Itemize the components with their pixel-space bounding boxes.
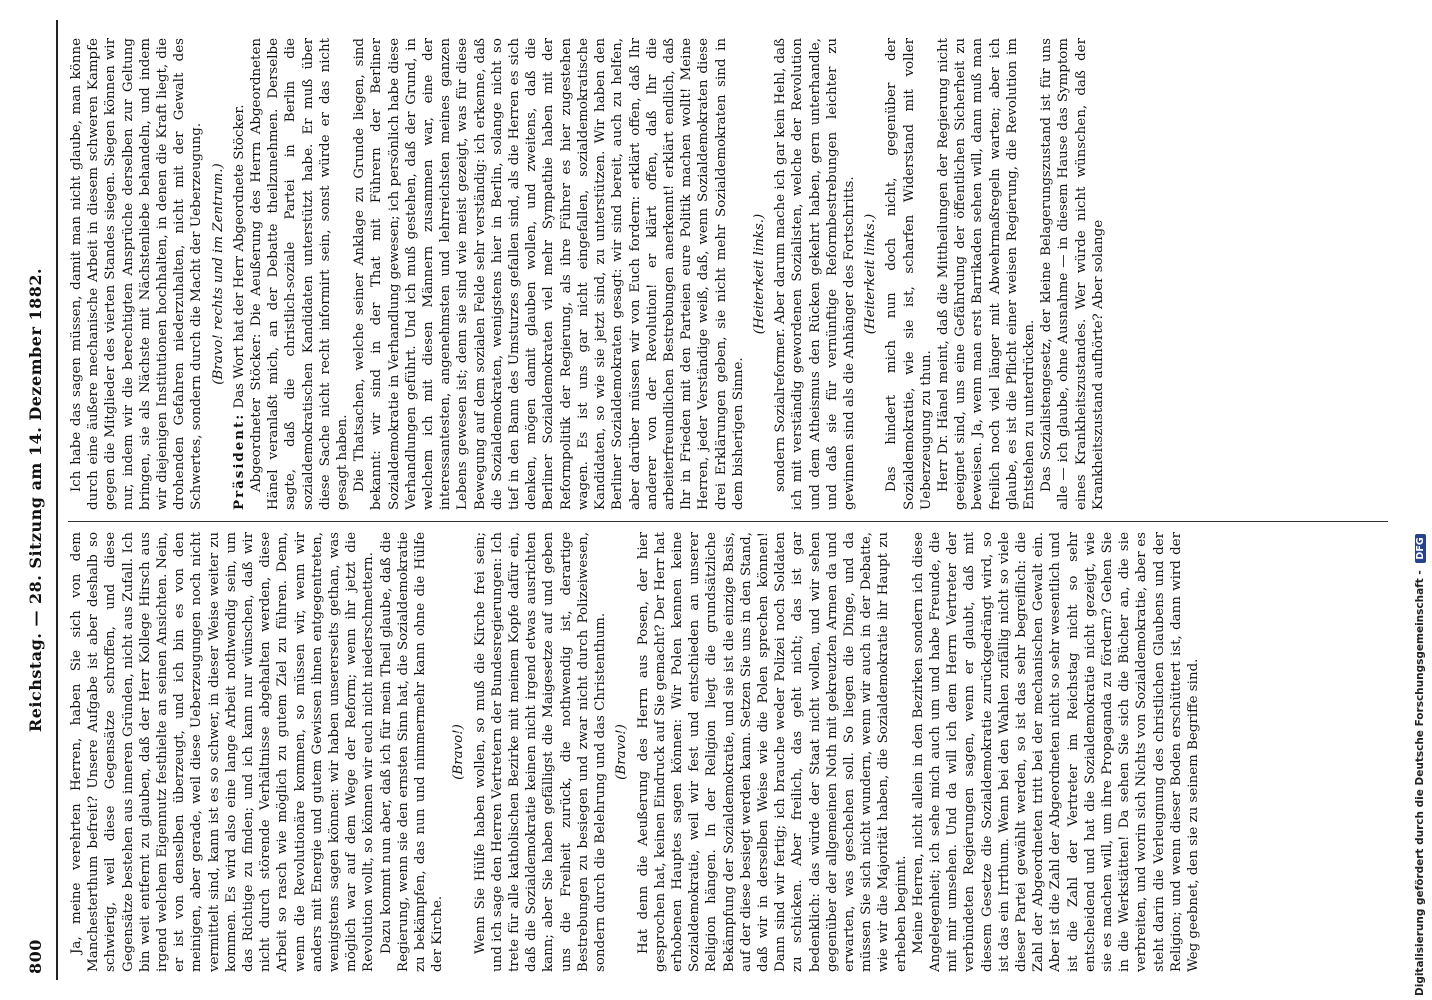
paragraph: sondern Sozialreformer. Aber darum mache ich gar kein Hehl, daß ich mit verständig gewordenen Sozialisten, welche der Revolution und dem Atheismus den Rücken gekehrt haben, gern unterhandle, und daß sie für vernünftige Reformbestrebungen leichter zu gewinnen sind als die Anhänger des Fortschritts. (773, 38, 857, 510)
stage-direction: (Heiterkeit links.) (863, 213, 879, 335)
page-number: 800 (26, 939, 45, 974)
stage-direction: (Bravo!) (451, 724, 467, 780)
rotated-scanned-page (18, 20, 1398, 980)
paragraph: Hat denn die Aeußerung des Herrn aus Posen, der hier gesprochen hat, keinen Eindruck auf Sie gemacht? Der Herr hat erhobenen Hauptes sagen können: Wir Polen kennen keine Sozialdemokratie, weil wir fest und entschieden an unserer Religion hängen. In der Religion liegt die grundsätzliche Bekämpfung der Sozialdemokratie, und sie ist die einzige Basis, auf der diese besiegt werden kann. Setzen Sie uns in den Stand, daß wir in derselben Weise wie die Polen sprechen können! Dann sind wir fertig; ich brauche weder Polizei noch Soldaten zu schicken. Aber freilich, das geht nicht; das ist gar bedenklich: das würde der Staat nicht wollen, und wir sehen gegenüber der allgemeinen Noth mit gekreuzten Armen da und erwarten, was geschehen soll. So liegen die Dinge, und da müssen Sie sich nicht wundern, wenn wir auch in der Debatte, wie wir die Majorität haben, die Sozialdemokratie ihr Haupt zu erheben beginnt. (635, 532, 909, 972)
paragraph: Das hindert mich nun doch nicht, gegenüber der Sozialdemokratie, wie sie ist, scharfen Widerstand mit voller Ueberzeugung zu thun. (884, 38, 934, 510)
digitization-notice (1414, 534, 1426, 996)
statement-text: Das Wort hat der Herr Abgeordnete Stöcker. (231, 104, 247, 409)
session-title: Reichstag. — 28. Sitzung am 14. Dezember 1882. (26, 267, 45, 733)
paragraph: Abgeordneter Stöcker: Die Aeußerung des Herrn Abgeordneten Hänel veranlaßt mich, an der Debatte theilzunehmen. Derselbe sagte, daß die christlich-soziale Partei in Berlin die sozialdemokratischen Kandidaten unterstützt habe. Er muß über diese Sache nicht recht informirt sein, sonst würde er das nicht gesagt haben. (249, 38, 351, 510)
paragraph: Ich habe das sagen müssen, damit man nicht glaube, man könne durch eine äußere mechanische Arbeit in diesem schweren Kampfe gegen die Mitglieder des vierten Standes siegen. Siegen können wir nur, indem wir die berechtigten Ansprüche derselben zur Geltung bringen, sie als Nächste mit Nächstenliebe behandeln, und indem wir diejenigen Institutionen hochhalten, in denen die Kraft liegt, die drohenden Gefahren niederzuhalten, nicht mit der Gewalt des Schwertes, sondern durch die Macht der Ueberzeugung. (69, 38, 205, 510)
paragraph: Meine Herren, nicht allein in den Bezirken sondern ich diese Angelegenheit; ich sehe mich auch um und habe Freunde, die mit mir umsehen. Und da will ich dem Herrn Vertreter der verbündeten Regierungen sagen, wenn er glaubt, daß mit diesem Gesetze die Sozialdemokratie zurückgedrängt wird, so ist das ein Irrthum. Wenn bei den Wahlen zufällig nicht so viele dieser Partei gewählt werden, so ist das sehr begreiflich: die Zahl der Abgeordneten tritt bei der mechanischen Gewalt ein. Aber ist die Zahl der Abgeordneten nicht so sehr wesentlich und ist die Zahl der Vertreter im Reichstag nicht so sehr entscheidend und hat die Sozialdemokratie nicht gezeigt, wie sie es machen will, um ihre Propaganda zu fördern? Gehen Sie in die Werkstätten! Da sehen Sie sich die Bücher an, die sie verbreiten, und worin sich Nichts von Sozialdemokratie, aber es steht darin die Verleugnung des christlichen Glaubens und der Religion; und wenn dieser Boden erschüttert ist, dann wird der Weg geebnet, den sie zu seinem Begriffe sind. (910, 532, 1201, 972)
paragraph: Dazu kommt nun aber, daß ich für mein Theil glaube, daß die Regierung, wenn sie den ernsten Sinn hat, die Sozialdemokratie zu bekämpfen, das nun und nimmermehr kann ohne die Hülfe der Kirche. (378, 532, 446, 972)
paragraph: Wenn Sie Hülfe haben wollen, so muß die Kirche frei sein; und ich sage den Herren Vertretern der Bundesregierungen: Ich trete für alle katholischen Bezirke mit meinem Kopfe dafür ein, daß die Sozialdemokratie keinen nicht irgend etwas ausrichten kann; aber Sie haben gefälligst die Maigesetze auf und geben uns die Freiheit zurück, die nothwendig ist, derartige Bestrebungen zu besiegen und zwar nicht durch Polizeiwesen, sondern durch die Belehrung und das Christenthum. (472, 532, 609, 972)
digitization-notice-text: Digitalisierung gefördert durch die Deutsche Forschungsgemeinschaft - (1414, 570, 1426, 996)
stage-direction: (Bravo!) (614, 724, 630, 780)
president-statement (231, 38, 248, 510)
paragraph: Die Thatsachen, welche seiner Anklage zu Grunde liegen, sind bekannt: wir sind in der That mit Führern der Berliner Sozialdemokratie in Verhandlung gewesen; ich persönlich habe diese Verhandlungen geführt. Und ich muß gestehen, daß der Grund, in welchem ich mit diesen Männern zusammen war, eine der interessantesten, angenehmsten und lehrreichsten meines ganzen Lebens gewesen ist; denn sie sind wie meist gezeigt, was für diese Bewegung auf dem sozialen Felde sehr verständig: ich erkenne, daß die Sozialdemokraten, wenigstens hier in Berlin, solange nicht so tief in den Bann des Umsturzes gefallen sind, als die Herren es sich denken, mögen damit glauben wollen, und zweitens, daß die Berliner Sozialdemokraten viel mehr Sympathie haben mit der Reformpolitik der Regierung, als ihre Führer es hier zugestehen wagen. Es ist uns gar nicht eingefallen, sozialdemokratische Kandidaten, so wie sie jetzt sind, zu unterstützen. Wir haben den Berliner Sozialdemokraten gesagt: wir sind bereit, auch zu helfen, aber darüber müssen wir von Euch fordern: erklärt offen, daß Ihr anderer von der Revolution! er klärt offen, daß Ihr die arbeiterfreundlichen Bestrebungen anerkennt! erklärt endlich, daß Ihr in Frieden mit den Parteien eure Politik machen wollt! Meine Herren, jeder Verständige weiß, daß, wenn Sozialdemokraten diese drei Erklärungen geben, sie nicht mehr Sozialdemokraten sind in dem bisherigen Sinne. (352, 38, 746, 510)
stage-direction: (Heiterkeit links.) (751, 213, 767, 335)
running-head (26, 20, 54, 980)
speaker-label: Präsident: (230, 412, 247, 510)
right-column (68, 38, 1388, 510)
paragraph: Herr Dr. Hänel meint, daß die Mittheilungen der Regierung nicht geeignet sind, uns eine Gefährdung der öffentlichen Sicherheit zu beweisen. Ja, wenn man erst Barrikaden sehen will, dann muß man freilich noch viel länger mit Abwehrmaßregeln warten; aber ich glaube, es ist die Pflicht einer weisen Regierung, die Revolution im Entstehen zu unterdrücken. (935, 38, 1037, 510)
header-rule (56, 20, 58, 980)
stage-direction: (Bravo! rechts und im Zentrum.) (210, 163, 226, 385)
paragraph: Das Sozialistengesetz, der kleine Belagerungszustand ist für uns alle — ich glaube, ohne Ausnahme — in diesem Hause das Symptom eines Krankheitszustandes. Wer würde nicht wünschen, daß der Krankheitszustand aufhörte? Aber solange (1039, 38, 1106, 510)
left-column (68, 532, 1388, 972)
dfg-logo: DFG (1415, 534, 1426, 562)
column-divider (68, 521, 1388, 522)
paragraph: Ja, meine verehrten Herren, haben Sie sich von dem Manchesterthum befreit? Unsere Aufgabe ist aber deshalb so schwierig, weil diese Gegensätze schroffen, und diese Gegensätze bestehen aus inneren Gründen, nicht aus Zufall. Ich bin weit entfernt zu glauben, daß der Herr Kollege Hirsch aus irgend welchem Eigennutz festhielte an seinen Ansichten. Nein, er ist von denselben überzeugt, und ich bin es von den meinigen, aber gerade, weil diese Ueberzeugungen noch nicht vermittelt sind, kann ist es so schwer, in dieser Weise weiter zu kommen. Es wird also eine lange Arbeit nothwendig sein, um das Richtige zu finden; und ich kann nur wünschen, daß wir nicht durch störende Verhältnisse abgehalten werden, diese Arbeit so rasch wie möglich zu gutem Ziel zu führen. Denn, wenn die Revolutionäre kommen, so müssen wir, wenn wir anders mit Energie und gutem Gewissen ihnen entgegentreten, wenigstens sagen können: wir haben unsererseits gethan, was möglich war auf dem Wege der Reform; wenn ihr jetzt die Revolution wollt, so können wir euch nicht niederschmettern. (69, 532, 377, 972)
